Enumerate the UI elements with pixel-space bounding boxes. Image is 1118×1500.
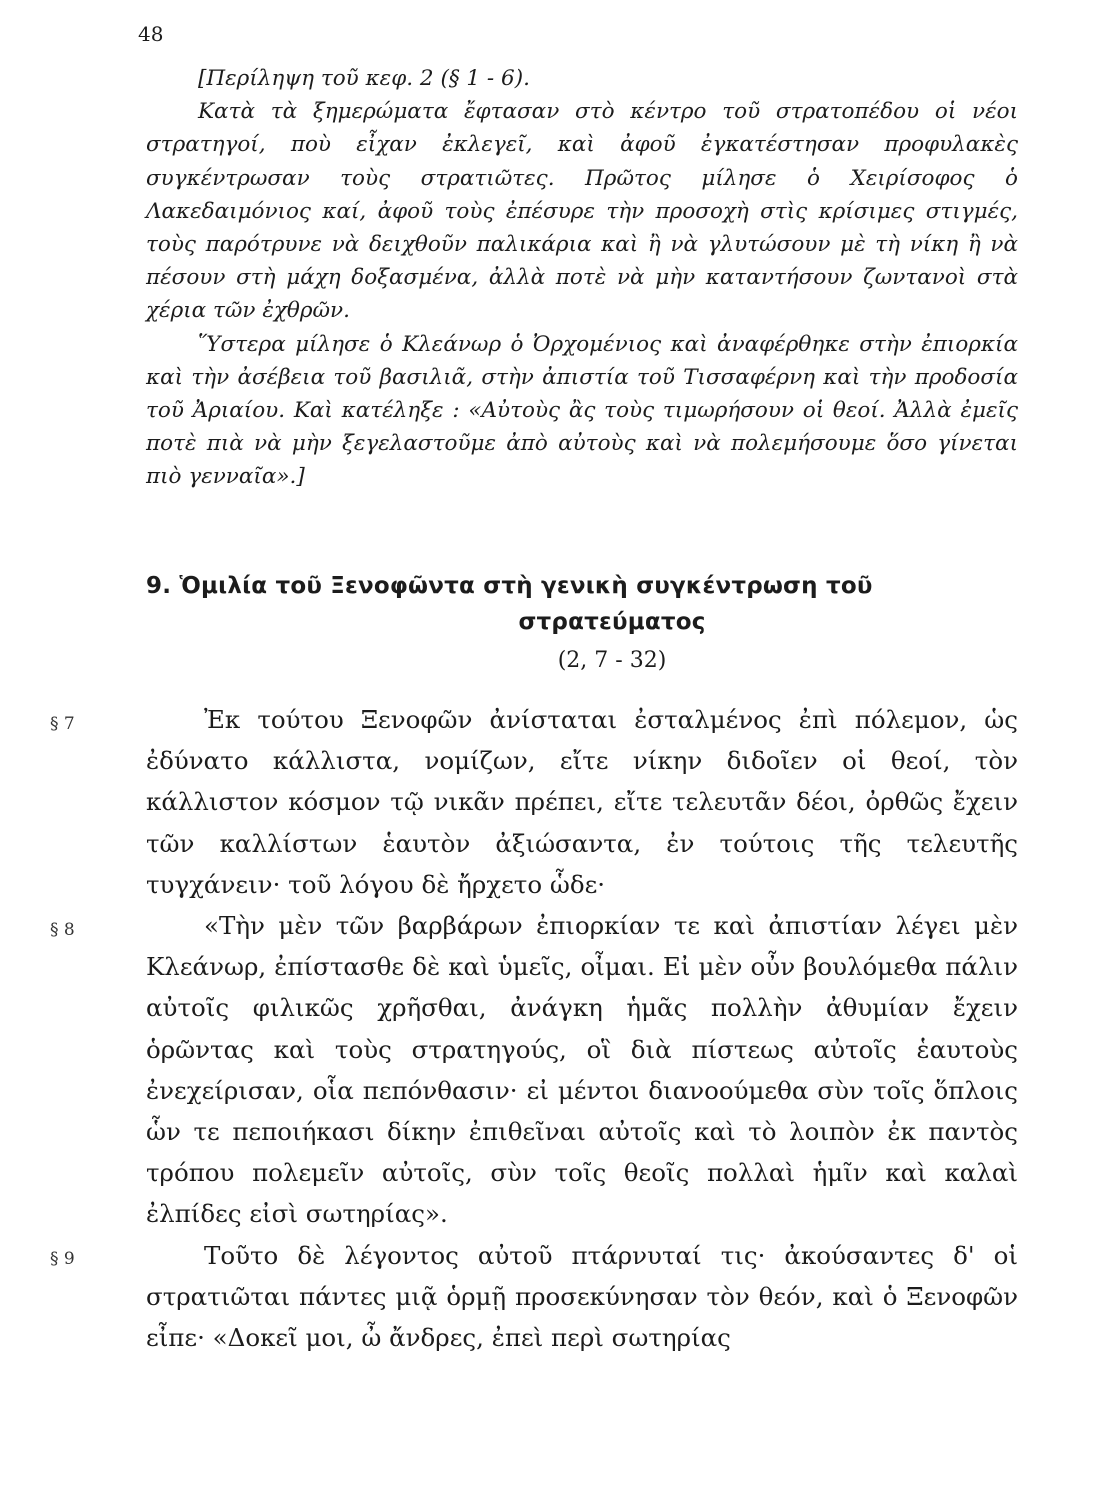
- text-paragraph: «Τὴν μὲν τῶν βαρβάρων ἐπιορκίαν τε καὶ ἀπιστίαν λέγει μὲν Κλεάνωρ, ἐπίστασθε δὲ καὶ ὑμεῖς, οἶμαι. Εἰ μὲν οὖν βουλόμεθα πάλιν αὐτοῖς φιλικῶς χρῆσθαι, ἀνάγκη ἡμᾶς πολλὴν ἀθυμίαν ἔχειν ὁρῶντας καὶ τοὺς στρατηγούς, οἳ διὰ πίστεως αὐτοῖς ἑαυτοὺς ἐνεχείρισαν, οἷα πεπόνθασιν· εἰ μέντοι διανοούμεθα σὺν τοῖς ὅπλοις ὧν τε πεποιήκασι δίκην ἐπιθεῖναι αὐτοῖς καὶ τὸ λοιπὸν ἐκ παντὸς τρόπου πολεμεῖν αὐτοῖς, σὺν τοῖς θεοῖς πολλαὶ ἡμῖν καὶ καλαὶ ἐλπίδες εἰσὶ σωτηρίας».: [146, 911, 1018, 1229]
- section-range: (2, 7 - 32): [557, 648, 667, 673]
- summary-heading: [Περίληψη τοῦ κεφ. 2 (§ 1 - 6).: [198, 66, 530, 91]
- summary-paragraph: Κατὰ τὰ ξημερώματα ἔφτασαν στὸ κέντρο τοῦ στρατοπέδου οἱ νέοι στρατηγοί, ποὺ εἶχαν ἐκλεγεῖ, καὶ ἀφοῦ ἐγκατέστησαν προφυλακὲς συγκέντρωσαν τοὺς στρατιῶτες. Πρῶτος μίλησε ὁ Χειρίσοφος ὁ Λακεδαιμόνιος καί, ἀφοῦ τοὺς ἐπέσυρε τὴν προσοχὴ στὶς κρίσιμες στιγμές, τοὺς παρότρυνε νὰ δειχθοῦν παλικάρια καὶ ἢ νὰ γλυτώσουν μὲ τὴ νίκη ἢ νὰ πέσουν στὴ μάχη δοξασμένα, ἀλλὰ ποτὲ νὰ μὴν καταντήσουν ζωντανοὶ στὰ χέρια τῶν ἐχθρῶν.: [146, 99, 1018, 324]
- text-paragraph: Τοῦτο δὲ λέγοντος αὐτοῦ πτάρνυταί τις· ἀκούσαντες δ' οἱ στρατιῶται πάντες μιᾷ ὁρμῇ προσεκύνησαν τὸν θεόν, καὶ ὁ Ξενοφῶν εἶπε· «Δοκεῖ μοι, ὦ ἄνδρες, ἐπεὶ περὶ σωτηρίας: [146, 1240, 1018, 1353]
- margin-section-mark: § 9: [50, 1249, 75, 1269]
- summary-paragraph: Ὕστερα μίλησε ὁ Κλεάνωρ ὁ Ὀρχομένιος καὶ ἀναφέρθηκε στὴν ἐπιορκία καὶ τὴν ἀσέβεια τοῦ βασιλιᾶ, στὴν ἀπιστία τοῦ Τισσαφέρνη καὶ τὴν προδοσία τοῦ Ἀριαίου. Καὶ κατέληξε : «Αὐτοὺς ἂς τοὺς τιμωρήσουν οἱ θεοί. Ἀλλὰ ἐμεῖς ποτὲ πιὰ νὰ μὴν ξεγελαστοῦμε ἀπὸ αὐτοὺς καὶ νὰ πολεμήσουμε ὅσο γίνεται πιὸ γενναῖα».]: [146, 331, 1018, 490]
- section-heading-line: [146, 568, 1018, 604]
- margin-section-mark: § 7: [50, 714, 75, 734]
- chapter-summary: [146, 62, 1018, 494]
- text-paragraph: Ἐκ τούτου Ξενοφῶν ἀνίσταται ἐσταλμένος ἐπὶ πόλεμον, ὡς ἐδύνατο κάλλιστα, νομίζων, εἴτε νίκην διδοῖεν οἱ θεοί, τὸν κάλλιστον κόσμον τῷ νικᾶν πρέπει, εἴτε τελευτᾶν δέοι, ὀρθῶς ἔχειν τῶν καλλίστων ἑαυτὸν ἀξιώσαντα, ἐν τούτοις τῆς τελευτῆς τυγχάνειν· τοῦ λόγου δὲ ἤρχετο ὧδε·: [146, 705, 1018, 899]
- section-number: 9.: [146, 573, 172, 599]
- margin-section-mark: § 8: [50, 920, 75, 940]
- section-heading: [146, 568, 1018, 640]
- section-title-continued: στρατεύματος: [518, 609, 706, 635]
- section-title: Ὁμιλία τοῦ Ξενοφῶντα στὴ γενικὴ συγκέντρωση τοῦ: [179, 573, 873, 599]
- ancient-greek-text: [146, 699, 1018, 1358]
- page-number: 48: [138, 22, 164, 46]
